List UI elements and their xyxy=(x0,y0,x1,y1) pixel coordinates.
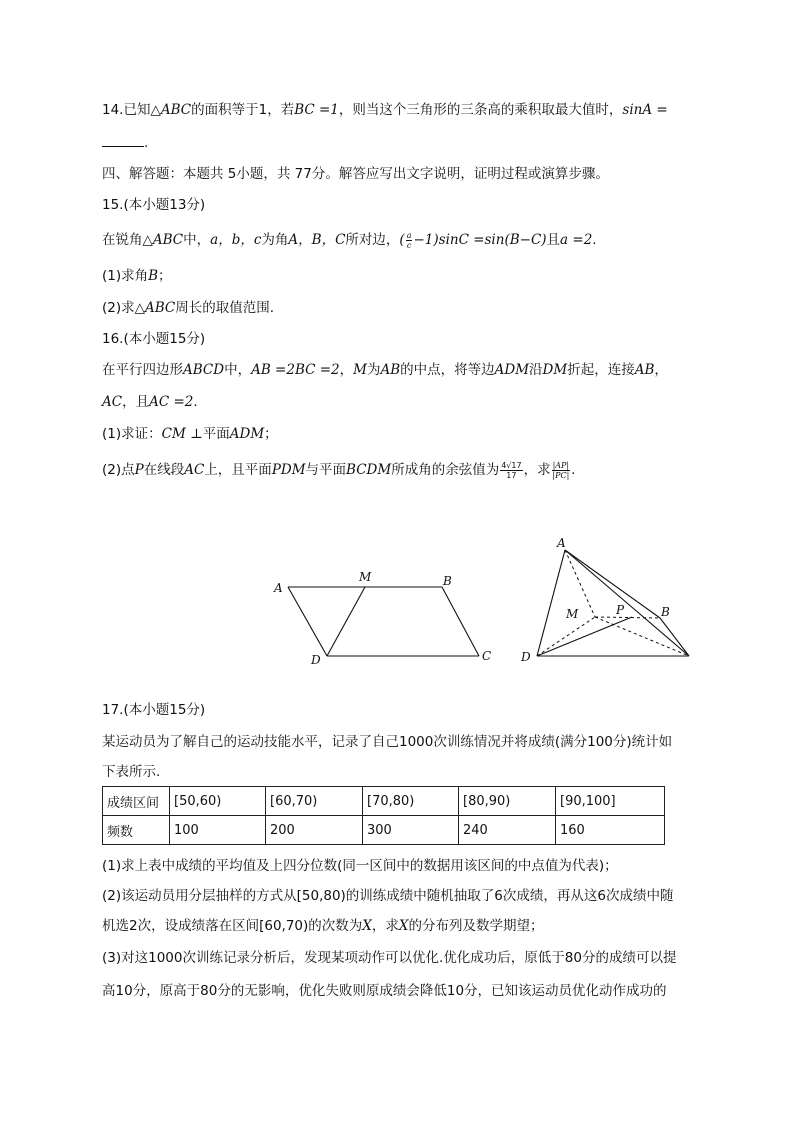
q16-header: 16.(本小题15分) xyxy=(102,331,206,347)
table-cell: [70,80) xyxy=(363,787,459,816)
q17-intro-line2: 下表所示. xyxy=(102,764,161,780)
table-cell: 200 xyxy=(266,816,363,845)
q14-answer-blank: . xyxy=(102,132,148,153)
score-table xyxy=(102,786,665,845)
label-d: D xyxy=(311,653,321,667)
table-cell: 100 xyxy=(170,816,266,845)
table-row xyxy=(103,816,665,845)
table-cell: 频数 xyxy=(103,816,170,845)
q14-line: 14.已知△ABC的面积等于1，若BC =1，则当这个三角形的三条高的乘积取最大值时，sinA = xyxy=(102,102,668,118)
label-a: A xyxy=(274,581,283,595)
label-b: B xyxy=(661,605,670,619)
table-cell: [50,60) xyxy=(170,787,266,816)
q15-part2: (2)求△ABC周长的取值范围. xyxy=(102,300,275,316)
section-heading: 四、解答题：本题共 5小题，共 77分。解答应写出文字说明，证明过程或演算步骤。 xyxy=(102,166,609,182)
q16-stem-line2: AC，且AC =2. xyxy=(102,394,198,410)
fraction-a-over-c: $\frac{a}{c}$ xyxy=(406,230,412,250)
q15-stem: 在锐角△ABC中，a，b，c为角A，B，C所对边，( $\frac{a}{c}$ −1)sinC =sin(B−C)且a =2. xyxy=(102,230,597,250)
q17-part2-line1: (2)该运动员用分层抽样的方式从[50,80)的训练成绩中随机抽取了6次成绩，再从这6次成绩中随 xyxy=(102,888,674,904)
fraction-cos-value: $\frac{4√17}{17}$ xyxy=(501,460,522,480)
table-cell: 240 xyxy=(459,816,556,845)
table-cell: [80,90) xyxy=(459,787,556,816)
label-c: C xyxy=(482,649,492,663)
q16-part1: (1)求证：CM ⊥平面ADM； xyxy=(102,426,278,442)
label-p: P xyxy=(616,603,625,617)
q17-part3-line1: (3)对这1000次训练记录分析后，发现某项动作可以优化.优化成功后，原低于80分的成绩可以提 xyxy=(102,950,677,966)
label-b: B xyxy=(443,574,452,588)
parallelogram-figure xyxy=(270,565,500,670)
q17-part2-line2: 机选2次，设成绩落在区间[60,70)的次数为X，求X的分布列及数学期望； xyxy=(102,918,544,934)
q15-part1: (1)求角B； xyxy=(102,268,172,284)
label-d: D xyxy=(521,650,531,664)
q17-part3-line2: 高10分，原高于80分的无影响，优化失败则原成绩会降低10分，已知该运动员优化动作成功的 xyxy=(102,983,667,999)
label-m: M xyxy=(359,570,372,584)
table-cell: 300 xyxy=(363,816,459,845)
table-row xyxy=(103,787,665,816)
q16-stem-line1: 在平行四边形ABCD中，AB =2BC =2，M为AB的中点，将等边ADM沿DM折起，连接AB， xyxy=(102,362,668,378)
fraction-ap-over-pc: $\frac{|AP|}{|PC|}$ xyxy=(552,460,570,480)
q17-part1: (1)求上表中成绩的平均值及上四分位数(同一区间中的数据用该区间的中点值为代表)； xyxy=(102,858,618,874)
table-cell: 160 xyxy=(556,816,665,845)
table-cell: [90,100] xyxy=(556,787,665,816)
table-cell: [60,70) xyxy=(266,787,363,816)
q17-intro-line1: 某运动员为了解自己的运动技能水平，记录了自己1000次训练情况并将成绩(满分100分)统计如 xyxy=(102,734,673,750)
q16-part2: (2)点P在线段AC上，且平面PDM与平面BCDM所成角的余弦值为 $\frac{4√17}{17}$ ，求 $\frac{|AP|}{|PC|}$ . xyxy=(102,460,576,480)
answer-blank xyxy=(102,132,144,147)
table-cell: 成绩区间 xyxy=(103,787,170,816)
pyramid-figure xyxy=(515,535,700,665)
q17-header: 17.(本小题15分) xyxy=(102,702,206,718)
label-m: M xyxy=(566,607,579,621)
label-a: A xyxy=(557,536,566,550)
q15-header: 15.(本小题13分) xyxy=(102,197,206,213)
